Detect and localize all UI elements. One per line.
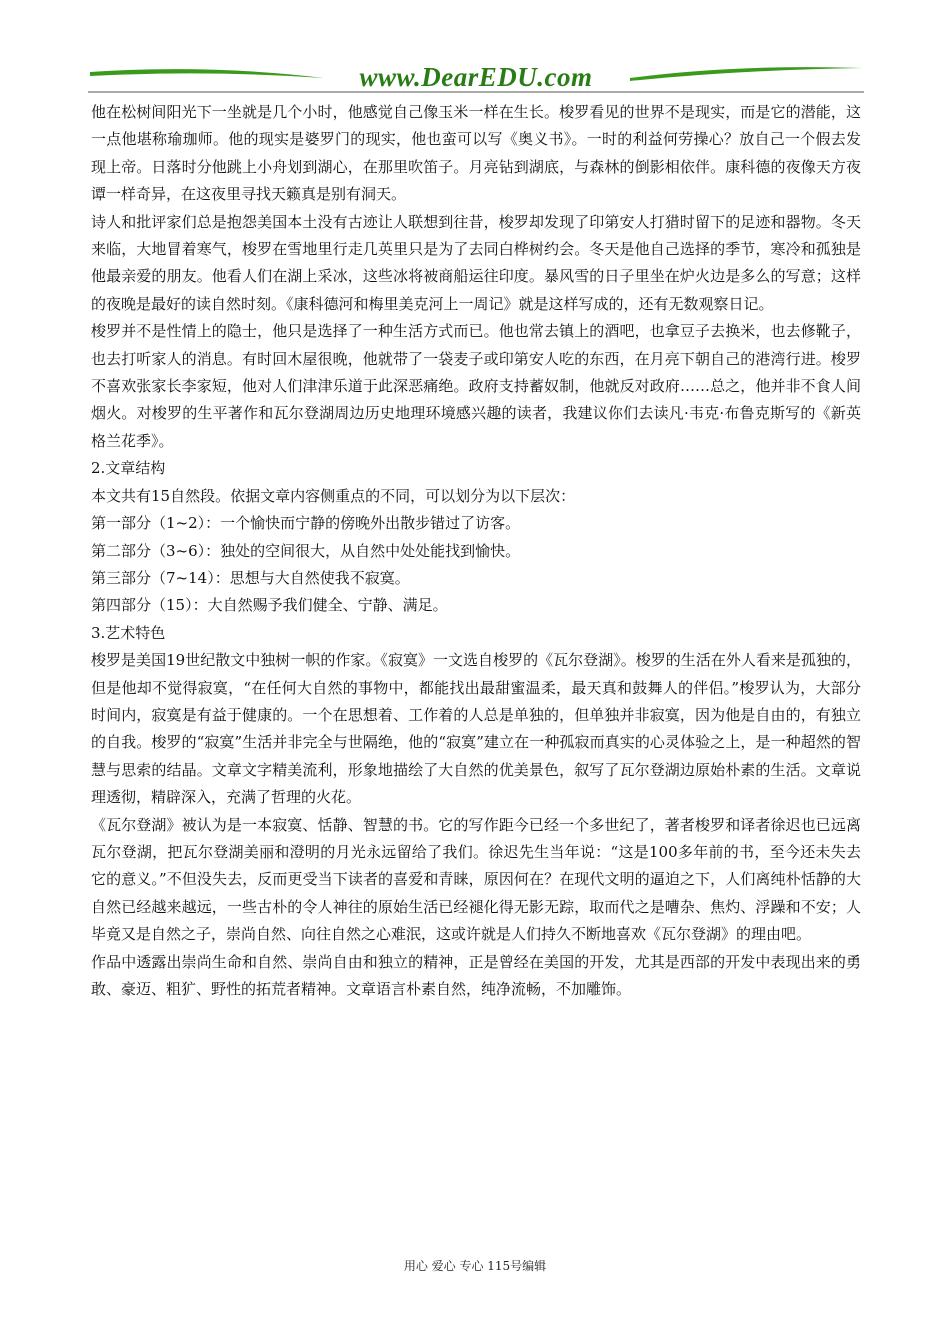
- section-heading: 2.文章结构: [91, 459, 166, 478]
- paragraph: 他在松树间阳光下一坐就是几个小时，他感觉自己像玉米一样在生长。梭罗看见的世界不是现实，而是它的潜能，这一点他堪称瑜珈师。他的现实是婆罗门的现实，他也蛮可以写《奥义书》。一时的利益何劳操心？放自己一个假去发现上帝。日落时分他跳上小舟划到湖心，在那里吹笛子。月亮钻到湖底，与森林的倒影相依伴。康科德的夜像天方夜谭一样奇异，在这夜里寻找天籁真是别有洞天。: [91, 103, 861, 204]
- paragraph: 作品中透露出崇尚生命和自然、崇尚自由和独立的精神，正是曾经在美国的开发，尤其是西部的开发中表现出来的勇敢、豪迈、粗犷、野性的拓荒者精神。文章语言朴素自然，纯净流畅，不加雕饰。: [91, 952, 861, 998]
- paragraph: 诗人和批评家们总是抱怨美国本土没有古迹让人联想到往昔，梭罗却发现了印第安人打猎时留下的足迹和器物。冬天来临，大地冒着寒气，梭罗在雪地里行走几英里只是为了去同白桦树约会。冬天是他自己选择的季节，寒冷和孤独是他最亲爱的朋友。他看人们在湖上采冰，这些冰将被商船运往印度。暴风雪的日子里坐在炉火边是多么的写意；这样的夜晚是最好的读自然时刻。《康科德河和梅里美克河上一周记》就是这样写成的，还有无数观察日记。: [91, 212, 861, 313]
- page-header: [88, 58, 864, 98]
- structure-item: 第三部分（7~14）：思想与大自然使我不寂寞。: [91, 568, 410, 587]
- structure-item: 第一部分（1~2）：一个愉快而宁静的傍晚外出散步错过了访客。: [91, 514, 521, 533]
- paragraph: 梭罗并不是性情上的隐士，他只是选择了一种生活方式而已。他也常去镇上的酒吧，也拿豆子去换米，也去修靴子，也去打听家人的消息。有时回木屋很晚，他就带了一袋麦子或印第安人吃的东西，在月亮下朝自己的港湾行进。梭罗不喜欢张家长李家短，他对人们津津乐道于此深恶痛绝。政府支持蓄奴制，他就反对政府……总之，他并非不食人间烟火。对梭罗的生平著作和瓦尔登湖周边历史地理环境感兴趣的读者，我建议你们去读凡·韦克·布鲁克斯写的《新英格兰花季》。: [91, 322, 861, 450]
- site-logo: www.DearEDU.com: [359, 62, 593, 92]
- paragraph: 本文共有15自然段。依据文章内容侧重点的不同，可以划分为以下层次：: [91, 486, 576, 505]
- document-body: [91, 99, 861, 1003]
- structure-item: 第二部分（3~6）：独处的空间很大，从自然中处处能找到愉快。: [91, 541, 521, 560]
- structure-item: 第四部分（15）：大自然赐予我们健全、宁静、满足。: [91, 596, 448, 615]
- paragraph: 《瓦尔登湖》被认为是一本寂寞、恬静、智慧的书。它的写作距今已经一个多世纪了，著者梭罗和译者徐迟也已远离瓦尔登湖，把瓦尔登湖美丽和澄明的月光永远留给了我们。徐迟先生当年说：“这是100多年前的书，至今还未失去它的意义。”不但没失去，反而更受当下读者的喜爱和青睐，原因何在？在现代文明的逼迫之下，人们离纯朴恬静的大自然已经越来越远，一些古朴的令人神往的原始生活已经褪化得无影无踪，取而代之是嘈杂、焦灼、浮躁和不安；人毕竟又是自然之子，崇尚自然、向往自然之心难泯，这或许就是人们持久不断地喜欢《瓦尔登湖》的理由吧。: [91, 815, 861, 944]
- section-heading: 3.艺术特色: [91, 623, 166, 642]
- page-footer: 用心 爱心 专心 115号编辑: [403, 1259, 547, 1273]
- paragraph: 梭罗是美国19世纪散文中独树一帜的作家。《寂寞》一文选自梭罗的《瓦尔登湖》。梭罗的生活在外人看来是孤独的，但是他却不觉得寂寞，“在任何大自然的事物中，都能找出最甜蜜温柔，最天真和鼓舞人的伴侣。”梭罗认为，大部分时间内，寂寞是有益于健康的。一个在思想着、工作着的人总是单独的，但单独并非寂寞，因为他是自由的，有独立的自我。梭罗的“寂寞”生活并非完全与世隔绝，他的“寂寞”建立在一种孤寂而真实的心灵体验之上，是一种超然的智慧与思索的结晶。文章文字精美流利，形象地描绘了大自然的优美景色，叙写了瓦尔登湖边原始朴素的生活。文章说理透彻，精辟深入，充满了哲理的火花。: [91, 651, 861, 807]
